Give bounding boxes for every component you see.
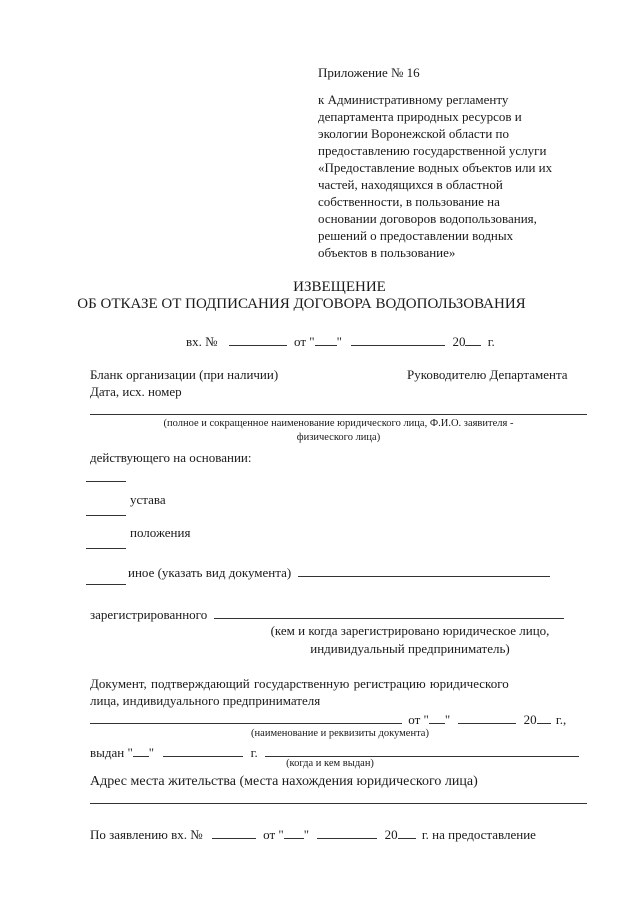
document-day-blank[interactable] bbox=[429, 711, 445, 724]
incoming-number-line: вх. № от " " 20 г. bbox=[186, 334, 495, 349]
applicant-caption-line2: физического лица) bbox=[296, 432, 381, 443]
issued-line: выдан " " г. bbox=[90, 744, 579, 759]
incoming-year-blank[interactable] bbox=[465, 333, 481, 346]
other-document-field[interactable] bbox=[298, 564, 550, 577]
appendix-line: частей, находящихся в областной bbox=[318, 177, 503, 192]
applicant-caption-line1: (полное и сокращенное наименование юридического лица, Ф.И.О. заявителя - bbox=[163, 418, 514, 429]
document-label-line1: Документ, подтверждающий государственную регистрацию юридического bbox=[90, 676, 509, 691]
appendix-number: Приложение № 16 bbox=[318, 65, 420, 80]
appendix-line: экологии Воронежской области по bbox=[318, 126, 509, 141]
recipient-label: Руководителю Департамента bbox=[407, 367, 568, 382]
document-name-caption: (наименование и реквизиты документа) bbox=[251, 728, 429, 739]
document-name-field[interactable] bbox=[90, 711, 402, 724]
statement-month-blank[interactable] bbox=[317, 826, 377, 839]
incoming-number-blank[interactable] bbox=[229, 333, 287, 346]
option-regulation: положения bbox=[130, 525, 191, 540]
statement-number-blank[interactable] bbox=[212, 826, 256, 839]
appendix-line: к Административному регламенту bbox=[318, 92, 509, 107]
option-other: иное (указать вид документа) bbox=[128, 564, 550, 579]
appendix-line: основании договоров водопользования, bbox=[318, 211, 537, 226]
option-charter: устава bbox=[130, 492, 166, 507]
address-field[interactable] bbox=[90, 803, 587, 804]
issued-caption: (когда и кем выдан) bbox=[286, 758, 374, 769]
date-number-label: Дата, исх. номер bbox=[90, 384, 182, 399]
appendix-line: решений о предоставлении водных bbox=[318, 228, 514, 243]
address-label: Адрес места жительства (места нахождения юридического лица) bbox=[90, 774, 478, 789]
document-title: ИЗВЕЩЕНИЕ bbox=[293, 279, 386, 295]
statement-year-blank[interactable] bbox=[398, 826, 416, 839]
document-year-blank[interactable] bbox=[537, 711, 551, 724]
registered-line: зарегистрированного bbox=[90, 606, 564, 621]
registered-field[interactable] bbox=[214, 606, 564, 619]
issued-by-field[interactable] bbox=[265, 744, 579, 757]
statement-day-blank[interactable] bbox=[284, 826, 304, 839]
registered-caption-line1: (кем и когда зарегистрировано юридическое лицо, bbox=[270, 623, 550, 638]
org-blank-label: Бланк организации (при наличии) bbox=[90, 367, 279, 382]
applicant-name-field[interactable] bbox=[90, 414, 587, 415]
registered-caption-line2: индивидуальный предприниматель) bbox=[310, 641, 510, 656]
document-details-line: от " " 20 г., bbox=[90, 711, 566, 726]
other-checkbox[interactable] bbox=[86, 584, 126, 585]
appendix-line: предоставлению государственной услуги bbox=[318, 143, 547, 158]
issued-day-blank[interactable] bbox=[133, 744, 149, 757]
issued-month-blank[interactable] bbox=[163, 744, 243, 757]
document-subtitle: ОБ ОТКАЗЕ ОТ ПОДПИСАНИЯ ДОГОВОРА ВОДОПОЛЬЗОВАНИЯ bbox=[77, 296, 526, 312]
appendix-line: объектов в пользование» bbox=[318, 245, 456, 260]
document-month-blank[interactable] bbox=[458, 711, 516, 724]
charter-checkbox-top bbox=[86, 481, 126, 482]
document-label-line2: лица, индивидуального предпринимателя bbox=[90, 693, 321, 708]
appendix-line: собственности, в пользование на bbox=[318, 194, 500, 209]
incoming-month-blank[interactable] bbox=[351, 333, 445, 346]
appendix-line: «Предоставление водных объектов или их bbox=[318, 160, 553, 175]
appendix-line: департамента природных ресурсов и bbox=[318, 109, 522, 124]
statement-line: По заявлению вх. № от " " 20 г. на предоставление bbox=[90, 827, 536, 842]
incoming-day-blank[interactable] bbox=[315, 333, 337, 346]
regulation-checkbox[interactable] bbox=[86, 548, 126, 549]
acting-basis-label: действующего на основании: bbox=[90, 450, 252, 465]
charter-checkbox[interactable] bbox=[86, 515, 126, 516]
